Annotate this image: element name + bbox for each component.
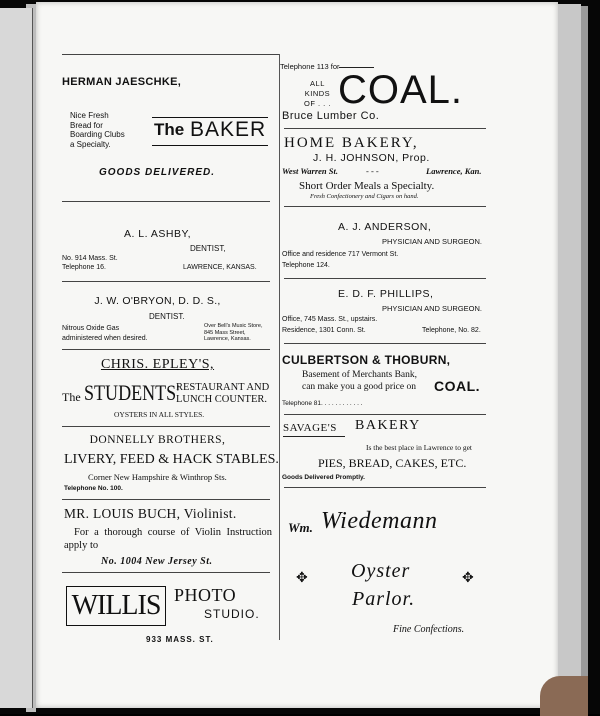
buch-line2: Instruction apply to bbox=[64, 527, 272, 551]
epley-restaurant bbox=[176, 382, 269, 406]
the-baker-logo bbox=[152, 115, 268, 149]
rule-r1 bbox=[284, 128, 486, 129]
wiedemann-conf: Fine Confections. bbox=[393, 624, 465, 635]
jaeschke-name: HERMAN JAESCHKE, bbox=[62, 76, 182, 88]
right-page-edge-light bbox=[556, 4, 581, 684]
the-baker-the: The bbox=[154, 120, 185, 139]
home-bakery-city: Lawrence, Kan. bbox=[426, 166, 482, 176]
obryon-loc2: 845 Mass Street, bbox=[204, 329, 246, 336]
obryon-admin: administered when desired. bbox=[62, 335, 148, 342]
wiedemann-name: Wiedemann bbox=[321, 508, 438, 534]
culbertson-line1: Basement of Merchants Bank, bbox=[302, 370, 418, 380]
phillips-name: E. D. F. PHILLIPS, bbox=[338, 288, 434, 300]
epley-the: The bbox=[62, 390, 81, 404]
willis-logo-box bbox=[66, 586, 166, 626]
rule-r3 bbox=[284, 278, 486, 279]
top-rule-left bbox=[62, 54, 280, 55]
home-bakery-fresh: Fresh Confectionery and Cigars on hand. bbox=[310, 193, 419, 200]
rule-r4 bbox=[284, 343, 486, 344]
phillips-title: PHYSICIAN AND SURGEON. bbox=[382, 304, 483, 313]
jaeschke-tagline bbox=[70, 111, 125, 149]
rule-5 bbox=[62, 499, 270, 500]
jaeschke-line3: Boarding Clubs bbox=[70, 130, 125, 139]
culbertson-phone: Telephone 81. . . . . . . . . . . . bbox=[282, 400, 363, 407]
jaeschke-line1: Nice Fresh bbox=[70, 111, 109, 120]
culbertson-line2: can make you a good price on bbox=[302, 382, 416, 392]
buch-line1: For a thorough course of Violin bbox=[74, 527, 221, 538]
rule-3 bbox=[62, 349, 270, 350]
home-bakery-dashes: - - - bbox=[366, 166, 379, 176]
coal-phone: Telephone 113 for bbox=[280, 62, 340, 71]
willis-name: WILLIS bbox=[71, 590, 161, 621]
the-baker-baker: BAKER bbox=[190, 118, 267, 141]
epley-students: STUDENTS' bbox=[84, 380, 180, 405]
home-bakery-prop: J. H. JOHNSON, Prop. bbox=[313, 152, 430, 164]
epley-oysters: OYSTERS IN ALL STYLES. bbox=[114, 410, 205, 419]
home-bakery-title: HOME BAKERY, bbox=[284, 135, 419, 151]
buch-address: No. 1004 New Jersey St. bbox=[101, 556, 213, 567]
ashby-name: A. L. ASHBY, bbox=[123, 228, 192, 240]
rule-6 bbox=[62, 572, 270, 573]
wiedemann-parlor: Parlor. bbox=[352, 588, 416, 610]
left-page bbox=[0, 8, 33, 708]
jaeschke-line4: a Specialty. bbox=[70, 139, 111, 149]
obryon-title: DENTIST. bbox=[149, 312, 185, 321]
home-bakery-meals: Short Order Meals a Specialty. bbox=[299, 180, 435, 192]
anderson-name: A. J. ANDERSON, bbox=[338, 221, 432, 233]
donnelly-name: DONNELLY BROTHERS, bbox=[89, 434, 226, 446]
coal-all: ALL bbox=[310, 79, 325, 88]
willis-studio: STUDIO. bbox=[204, 607, 260, 621]
column-divider bbox=[279, 54, 280, 640]
anderson-phone: Telephone 124. bbox=[282, 262, 330, 269]
savage-items: PIES, BREAD, CAKES, ETC. bbox=[318, 456, 467, 470]
epley-name: CHRIS. EPLEY'S, bbox=[100, 357, 215, 372]
coal-of: OF . . . bbox=[304, 99, 331, 108]
culbertson-name: CULBERTSON & THOBURN, bbox=[282, 353, 451, 367]
home-bakery-street: West Warren St. bbox=[282, 166, 338, 176]
coal-company: Bruce Lumber Co. bbox=[282, 110, 380, 122]
buch-name: MR. LOUIS BUCH, Violinist. bbox=[64, 506, 237, 521]
epley-rest2: LUNCH COUNTER. bbox=[176, 394, 267, 405]
goods-delivered: GOODS DELIVERED. bbox=[99, 167, 216, 178]
epley-rest1: RESTAURANT AND bbox=[176, 382, 270, 393]
obryon-loc1: Over Bell's Music Store, bbox=[204, 323, 263, 329]
wiedemann-oyster: Oyster bbox=[351, 560, 411, 582]
savage-best: Is the best place in Lawrence to get bbox=[366, 443, 472, 452]
culbertson-coal: COAL. bbox=[434, 378, 481, 394]
right-ornament-icon: ✥ bbox=[462, 571, 474, 586]
ashby-city: LAWRENCE, KANSAS. bbox=[183, 264, 257, 271]
rule-r5 bbox=[284, 414, 486, 415]
jaeschke-line2: Bread for bbox=[70, 120, 103, 130]
phillips-residence: Residence, 1301 Conn. St. bbox=[282, 327, 366, 334]
willis-address: 933 MASS. ST. bbox=[146, 635, 214, 644]
savage-underline bbox=[283, 436, 345, 437]
obryon-gas: Nitrous Oxide Gas bbox=[62, 325, 120, 332]
ashby-phone: Telephone 16. bbox=[62, 264, 106, 271]
logo-rule-bottom bbox=[152, 145, 268, 146]
rule-2 bbox=[62, 281, 270, 282]
willis-photo: PHOTO bbox=[174, 585, 237, 605]
savage-bakery: BAKERY bbox=[355, 418, 421, 433]
obryon-name: J. W. O'BRYON, D. D. S., bbox=[94, 295, 221, 307]
coal-word: COAL. bbox=[338, 68, 464, 112]
phillips-office: Office, 745 Mass. St., upstairs. bbox=[282, 316, 378, 323]
ashby-address: No. 914 Mass. St. bbox=[62, 255, 118, 262]
donnelly-stables: LIVERY, FEED & HACK STABLES. bbox=[64, 452, 279, 467]
buch-text bbox=[64, 527, 272, 552]
rule-4 bbox=[62, 426, 270, 427]
coal-all-kinds bbox=[304, 79, 331, 109]
thumb bbox=[540, 676, 588, 716]
anderson-title: PHYSICIAN AND SURGEON. bbox=[382, 237, 483, 246]
obryon-loc3: Lawrence, Kansas. bbox=[204, 336, 251, 342]
rule-r2 bbox=[284, 206, 486, 207]
ashby-title: DENTIST, bbox=[190, 244, 226, 253]
coal-kinds: KINDS bbox=[304, 89, 331, 98]
phillips-phone: Telephone, No. 82. bbox=[422, 327, 481, 334]
savage-name: SAVAGE'S bbox=[283, 422, 337, 434]
donnelly-phone: Telephone No. 100. bbox=[64, 485, 123, 492]
obryon-location bbox=[204, 323, 263, 343]
wiedemann-wm: Wm. bbox=[288, 520, 313, 535]
rule-r6 bbox=[284, 487, 486, 488]
savage-delivered: Goods Delivered Promptly. bbox=[282, 474, 365, 481]
rule-1 bbox=[62, 201, 270, 202]
left-ornament-icon: ✥ bbox=[296, 571, 308, 586]
donnelly-corner: Corner New Hampshire & Winthrop Sts. bbox=[88, 472, 227, 482]
advertisement-page bbox=[36, 2, 558, 708]
anderson-office: Office and residence 717 Vermont St. bbox=[282, 251, 399, 258]
